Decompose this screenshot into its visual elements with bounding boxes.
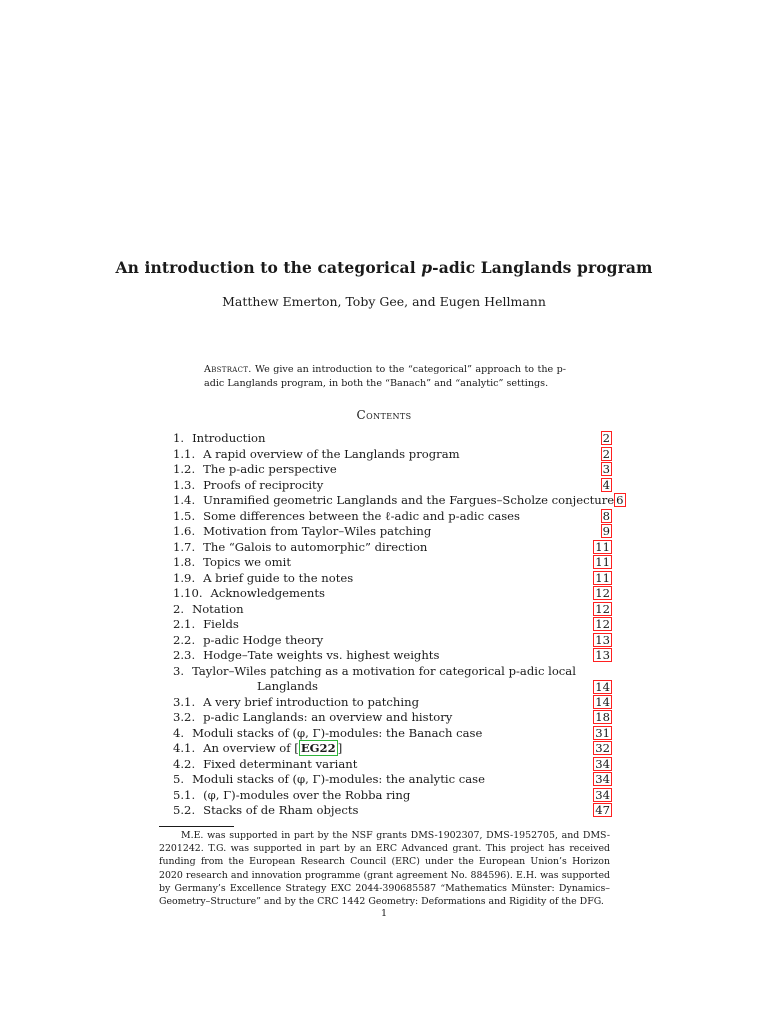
toc-entry xyxy=(173,447,460,463)
toc-page-link[interactable]: 11 xyxy=(595,570,610,585)
toc-number: 2.2. xyxy=(173,632,196,647)
toc-title[interactable]: (φ, Γ)-modules over the Robba ring xyxy=(203,787,411,802)
toc-page-link[interactable]: 13 xyxy=(595,648,610,662)
toc-number: 3. xyxy=(173,663,185,678)
toc-number: 1.9. xyxy=(173,570,196,585)
toc-title[interactable]: Proofs of reciprocity xyxy=(203,477,324,492)
toc-page-link[interactable]: 6 xyxy=(616,493,624,507)
toc-entry-line: 4.1. An overview of [ EG22 ] xyxy=(173,741,343,755)
toc-row xyxy=(173,695,612,711)
toc-title[interactable]: Introduction xyxy=(192,431,266,445)
toc-entry xyxy=(173,431,266,447)
toc-page-link[interactable]: 12 xyxy=(595,601,610,616)
footnote: M.E. was supported in part by the NSF grants DMS-1902307, DMS-1952705, and DMS-2201242. T.G. was supported in part by an ERC Advanced grant. This project has received funding from the European Research Council (ERC) under the European Union’s Horizon 2020 research and innovation programme (grant agreement No. 884596). E.H. was supported by Germany’s Excellence Strategy EXC 2044-390685587 “Mathematics Münster: Dynamics–Geometry–Structure” and by the CRC 1442 Geometry: Deformations and Rigidity of the DFG. xyxy=(159,830,610,908)
toc-entry xyxy=(173,741,342,757)
toc-entry-line xyxy=(173,493,614,509)
toc-entry xyxy=(173,664,576,695)
toc-entry xyxy=(173,757,357,773)
abstract xyxy=(204,363,566,391)
abstract-label: Abstract. xyxy=(204,364,252,375)
toc-title[interactable]: Stacks of de Rham objects xyxy=(203,803,359,817)
toc-title[interactable]: Topics we omit xyxy=(203,555,292,569)
toc-entry-line xyxy=(173,571,353,587)
contents-heading: Contents xyxy=(356,408,412,422)
toc-title[interactable]: p-adic Langlands: an overview and history xyxy=(203,710,453,724)
toc-entry xyxy=(173,493,614,509)
toc-entry xyxy=(173,633,323,649)
toc-number: 2.1. xyxy=(173,617,196,631)
toc-row xyxy=(173,617,612,633)
toc-entry-line xyxy=(173,633,323,649)
toc-entry-line xyxy=(173,478,323,494)
toc-page-link[interactable]: 32 xyxy=(595,741,610,755)
toc-title[interactable]: Some differences between the ℓ-adic and p-adic cases xyxy=(203,508,520,523)
toc-entry xyxy=(173,617,239,633)
toc-entry-line xyxy=(173,462,337,478)
toc-row xyxy=(173,462,612,478)
toc-entry xyxy=(173,602,244,618)
table-of-contents xyxy=(173,431,624,819)
toc-entry xyxy=(173,509,520,525)
toc-row xyxy=(173,648,612,664)
toc-number: 1.1. xyxy=(173,446,196,461)
title-var: p xyxy=(421,258,433,277)
toc-number: 1.6. xyxy=(173,524,196,538)
toc-number: 1.7. xyxy=(173,539,196,554)
toc-row xyxy=(173,757,612,773)
toc-number: 3.1. xyxy=(173,694,196,709)
toc-page-link[interactable]: 14 xyxy=(595,679,610,694)
toc-number: 1.8. xyxy=(173,555,196,569)
toc-row xyxy=(173,803,612,819)
toc-entry-line xyxy=(173,648,439,664)
toc-page-link[interactable]: 47 xyxy=(595,803,610,817)
toc-page-link[interactable]: 2 xyxy=(602,431,610,445)
toc-number: 2.3. xyxy=(173,648,196,662)
toc-number: 5.2. xyxy=(173,803,196,817)
toc-title[interactable]: The p-adic perspective xyxy=(203,462,337,476)
toc-entry xyxy=(173,571,353,587)
toc-title[interactable]: Fixed determinant variant xyxy=(203,756,358,771)
toc-entry-line xyxy=(173,803,358,819)
toc-entry-line xyxy=(173,788,410,804)
toc-title[interactable]: A brief guide to the notes xyxy=(203,570,354,585)
toc-title[interactable]: Unramified geometric Langlands and the Fargues–Scholze conjecture xyxy=(203,493,615,507)
abstract-text: We give an introduction to the “categorical” approach to the p-adic Langlands program, in both the “Banach” and “analytic” settings. xyxy=(204,364,566,389)
toc-page-link[interactable]: 8 xyxy=(602,508,610,523)
toc-row xyxy=(173,602,612,618)
toc-page-link[interactable]: 34 xyxy=(595,772,610,786)
toc-entry-line xyxy=(173,555,291,571)
toc-page-link[interactable]: 2 xyxy=(602,446,610,461)
toc-row xyxy=(173,447,612,463)
toc-title[interactable]: Notation xyxy=(192,601,244,616)
toc-row xyxy=(173,741,612,757)
toc-entry xyxy=(173,462,337,478)
toc-row xyxy=(173,664,612,695)
toc-title[interactable]: A very brief introduction to patching xyxy=(203,694,419,709)
toc-row xyxy=(173,493,624,509)
toc-entry-line xyxy=(173,726,482,742)
toc-entry-line xyxy=(173,509,520,525)
toc-row xyxy=(173,555,612,571)
toc-entry xyxy=(173,772,485,788)
toc-number: 1.10. xyxy=(173,586,203,600)
title-after: -adic Langlands program xyxy=(432,258,653,277)
toc-number: 1.3. xyxy=(173,477,196,492)
toc-title[interactable]: Taylor–Wiles patching as a motivation for categorical p-adic local xyxy=(192,663,576,678)
toc-number: 4.1. xyxy=(173,741,196,755)
toc-row xyxy=(173,788,612,804)
toc-entry xyxy=(173,726,482,742)
toc-row xyxy=(173,540,612,556)
toc-entry xyxy=(173,586,325,602)
paper-title xyxy=(0,258,768,277)
toc-entry-line xyxy=(173,664,576,680)
toc-page-link[interactable]: 11 xyxy=(595,539,610,554)
toc-title-continued[interactable]: Langlands xyxy=(257,679,318,693)
toc-entry xyxy=(173,788,410,804)
toc-entry xyxy=(173,803,358,819)
toc-entry-line xyxy=(173,524,431,540)
toc-title[interactable]: Moduli stacks of (φ, Γ)-modules: the analytic case xyxy=(192,772,485,786)
toc-entry-line xyxy=(173,695,419,711)
toc-entry-line xyxy=(173,617,239,633)
toc-entry xyxy=(173,695,419,711)
toc-page-link[interactable]: 18 xyxy=(595,710,610,724)
toc-page-link[interactable]: 13 xyxy=(595,632,610,647)
toc-title[interactable]: Acknowledgements xyxy=(210,586,325,600)
toc-number: 4.2. xyxy=(173,756,196,771)
toc-entry xyxy=(173,540,427,556)
toc-number: 1.5. xyxy=(173,508,196,523)
toc-page-link[interactable]: 4 xyxy=(602,477,610,492)
toc-page-link[interactable]: 14 xyxy=(595,694,610,709)
toc-title[interactable]: Hodge–Tate weights vs. highest weights xyxy=(203,648,440,662)
authors: Matthew Emerton, Toby Gee, and Eugen Hellmann xyxy=(222,294,546,309)
toc-page-link[interactable]: 3 xyxy=(602,462,610,476)
toc-row xyxy=(173,726,612,742)
toc-row xyxy=(173,586,612,602)
toc-number: 5.1. xyxy=(173,787,196,802)
toc-row xyxy=(173,509,612,525)
toc-row xyxy=(173,431,612,447)
toc-page-link[interactable]: 9 xyxy=(602,524,610,538)
toc-entry-line xyxy=(173,586,325,602)
toc-entry-line xyxy=(173,602,244,618)
toc-page-link[interactable]: 12 xyxy=(595,586,610,600)
toc-title[interactable]: A rapid overview of the Langlands program xyxy=(203,446,460,461)
toc-page-link[interactable]: 11 xyxy=(595,555,610,569)
toc-title[interactable]: Motivation from Taylor–Wiles patching xyxy=(203,524,432,538)
toc-row xyxy=(173,478,612,494)
toc-row xyxy=(173,710,612,726)
toc-title[interactable]: The “Galois to automorphic” direction xyxy=(203,539,428,554)
toc-number: 2. xyxy=(173,601,185,616)
toc-entry xyxy=(173,555,291,571)
toc-title[interactable]: An overview of xyxy=(203,741,295,755)
toc-entry-line xyxy=(173,447,460,463)
toc-row xyxy=(173,772,612,788)
toc-number: 4. xyxy=(173,725,185,740)
citation-link[interactable]: EG22 xyxy=(300,741,336,755)
toc-number: 1.4. xyxy=(173,493,196,507)
toc-number: 1.2. xyxy=(173,462,196,476)
toc-number: 1. xyxy=(173,431,185,445)
toc-page-link[interactable]: 34 xyxy=(595,787,610,802)
toc-entry-line xyxy=(173,431,266,447)
toc-row xyxy=(173,571,612,587)
page-number: 1 xyxy=(380,908,388,919)
toc-page-link[interactable]: 31 xyxy=(595,725,610,740)
title-before: An introduction to the categorical xyxy=(115,258,422,277)
toc-row xyxy=(173,633,612,649)
toc-entry xyxy=(173,710,452,726)
toc-entry-line xyxy=(173,540,427,556)
toc-page-link[interactable]: 12 xyxy=(595,617,610,631)
toc-entry-line xyxy=(173,772,485,788)
toc-row xyxy=(173,524,612,540)
toc-number: 5. xyxy=(173,772,185,786)
toc-page-link[interactable]: 34 xyxy=(595,756,610,771)
toc-entry xyxy=(173,524,431,540)
toc-entry xyxy=(173,648,439,664)
toc-title[interactable]: p-adic Hodge theory xyxy=(203,632,324,647)
footnote-rule xyxy=(159,826,234,827)
toc-entry-line xyxy=(173,710,452,726)
toc-number: 3.2. xyxy=(173,710,196,724)
toc-entry xyxy=(173,478,323,494)
toc-title[interactable]: Moduli stacks of (φ, Γ)-modules: the Banach case xyxy=(192,725,483,740)
toc-title[interactable]: Fields xyxy=(203,617,239,631)
toc-entry-line xyxy=(173,757,357,773)
